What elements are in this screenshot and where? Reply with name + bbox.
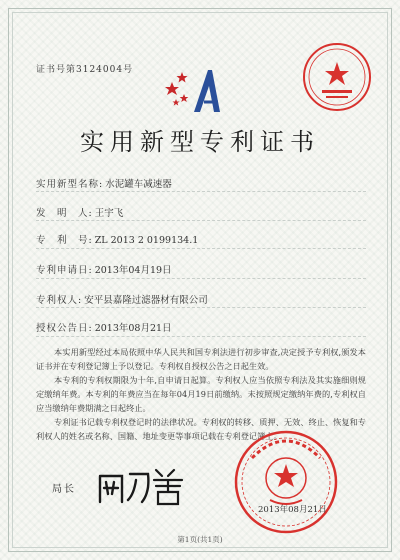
body-paragraph: 专利证书记载专利权登记时的法律状况。专利权的转移、质押、无效、终止、恢复和专利权人的姓名或名称、国籍、地址变更等事项记载在专利登记簿上。 xyxy=(36,417,366,441)
field-patent-number xyxy=(36,232,198,246)
sipo-emblem-icon xyxy=(164,66,230,116)
state-ip-office-seal-icon xyxy=(232,428,340,536)
red-round-seal-icon xyxy=(300,40,374,114)
field-label: 授权公告日: xyxy=(36,323,93,334)
field-value: ZL 2013 2 0199134.1 xyxy=(94,235,199,246)
page-number: 第1页(共1页) xyxy=(177,535,223,544)
divider-line xyxy=(36,307,366,308)
divider-line xyxy=(36,220,366,221)
director-signature-icon xyxy=(96,462,192,508)
field-value: 王宇飞 xyxy=(94,208,124,219)
divider-line xyxy=(36,336,366,337)
field-application-date xyxy=(36,262,172,276)
field-label: 专利申请日: xyxy=(36,265,93,276)
field-inventor xyxy=(36,205,123,219)
body-paragraph: 本实用新型经过本局依照中华人民共和国专利法进行初步审查,决定授予专利权,颁发本证书并在专利登记簿上予以登记。专利权自授权公告之日起生效。 xyxy=(36,347,366,371)
issue-date: 2013年08月21日 xyxy=(258,505,327,515)
divider-line xyxy=(36,278,366,279)
field-grant-date xyxy=(36,320,172,334)
field-value: 水泥罐车减速器 xyxy=(105,179,172,190)
certificate-number: 证书号第3124004号 xyxy=(36,65,134,75)
field-utility-name xyxy=(36,176,172,190)
field-label: 专利权人: xyxy=(36,295,83,306)
field-label: 专 利 号: xyxy=(36,235,93,246)
field-value: 安平县嘉隆过滤器材有限公司 xyxy=(84,295,208,306)
field-label: 实用新型名称: xyxy=(36,179,104,190)
divider-line xyxy=(36,248,366,249)
field-value: 2013年08月21日 xyxy=(94,323,172,334)
divider-line xyxy=(36,191,366,192)
field-patentee xyxy=(36,292,208,306)
body-paragraph: 本专利的专利权期限为十年,自申请日起算。专利权人应当依照专利法及其实施细则规定缴纳年费。本专利的年费应当在每年04月19日前缴纳。未按照规定缴纳年费的,专利权自应当缴纳年费期满之日起终止。 xyxy=(36,375,366,413)
director-label: 局长 xyxy=(52,484,76,495)
certificate-title: 实用新型专利证书 xyxy=(80,128,320,156)
field-label: 发 明 人: xyxy=(36,208,93,219)
field-value: 2013年04月19日 xyxy=(94,265,172,276)
